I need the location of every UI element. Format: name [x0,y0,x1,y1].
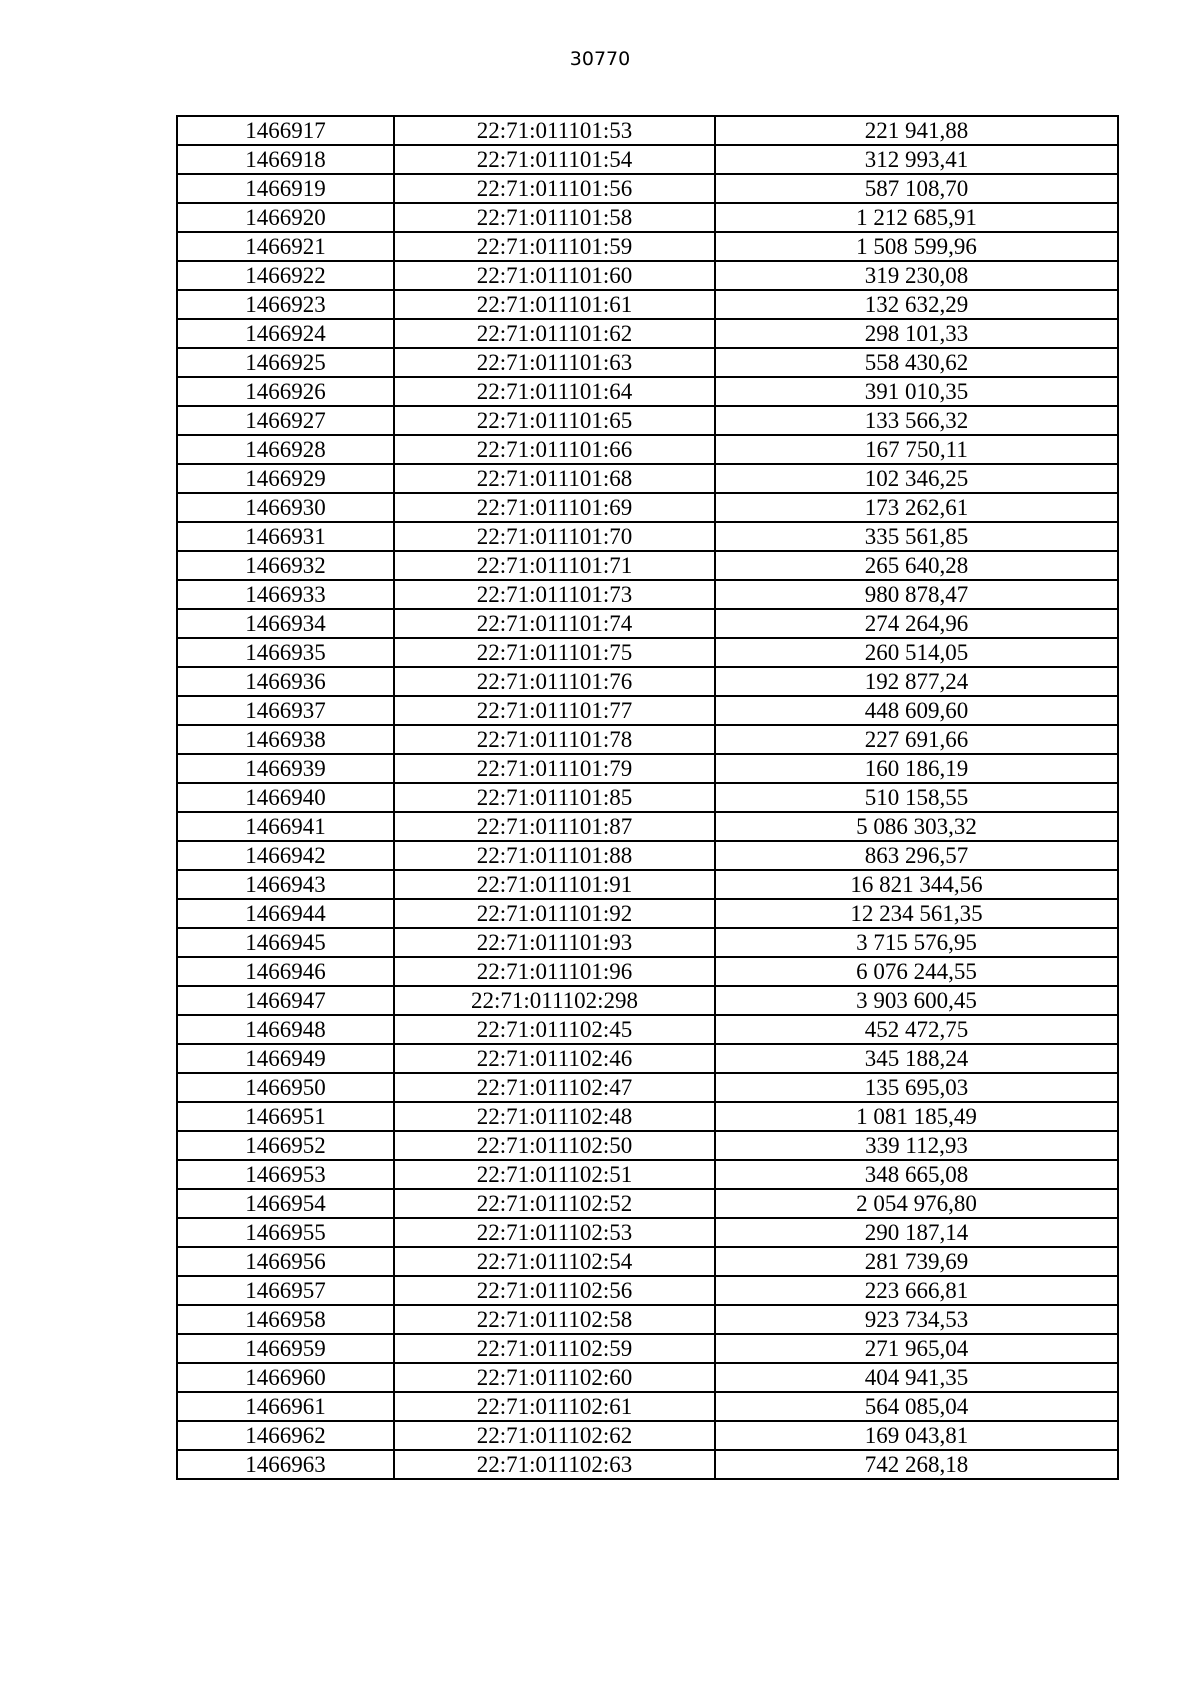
cadastral-number-cell: 22:71:011101:69 [394,493,715,522]
table-row [177,1334,1118,1363]
row-number-cell: 1466943 [177,870,394,899]
cadastral-number-cell: 22:71:011101:75 [394,638,715,667]
table-row [177,1073,1118,1102]
row-number-cell: 1466942 [177,841,394,870]
cadastral-number-cell: 22:71:011101:85 [394,783,715,812]
row-number-cell: 1466937 [177,696,394,725]
row-number-cell: 1466929 [177,464,394,493]
table-row [177,580,1118,609]
cadastral-number-cell: 22:71:011101:70 [394,522,715,551]
cadastral-number-cell: 22:71:011102:61 [394,1392,715,1421]
table-row [177,754,1118,783]
cadastral-number-cell: 22:71:011102:53 [394,1218,715,1247]
cadastral-number-cell: 22:71:011101:56 [394,174,715,203]
row-number-cell: 1466947 [177,986,394,1015]
cadastral-value-cell: 169 043,81 [715,1421,1118,1450]
table-row [177,667,1118,696]
cadastral-number-cell: 22:71:011101:93 [394,928,715,957]
cadastral-value-cell: 5 086 303,32 [715,812,1118,841]
cadastral-number-cell: 22:71:011102:54 [394,1247,715,1276]
cadastral-number-cell: 22:71:011101:54 [394,145,715,174]
cadastral-number-cell: 22:71:011101:92 [394,899,715,928]
cadastral-value-cell: 1 508 599,96 [715,232,1118,261]
row-number-cell: 1466938 [177,725,394,754]
cadastral-number-cell: 22:71:011102:52 [394,1189,715,1218]
cadastral-value-cell: 2 054 976,80 [715,1189,1118,1218]
row-number-cell: 1466945 [177,928,394,957]
cadastral-value-cell: 6 076 244,55 [715,957,1118,986]
cadastral-value-cell: 173 262,61 [715,493,1118,522]
row-number-cell: 1466925 [177,348,394,377]
table-row [177,725,1118,754]
cadastral-value-cell: 260 514,05 [715,638,1118,667]
row-number-cell: 1466935 [177,638,394,667]
table-row [177,232,1118,261]
cadastral-number-cell: 22:71:011101:96 [394,957,715,986]
table-row [177,377,1118,406]
table-row [177,812,1118,841]
cadastral-value-cell: 227 691,66 [715,725,1118,754]
row-number-cell: 1466919 [177,174,394,203]
row-number-cell: 1466941 [177,812,394,841]
cadastral-value-cell: 12 234 561,35 [715,899,1118,928]
cadastral-value-cell: 345 188,24 [715,1044,1118,1073]
cadastral-value-cell: 742 268,18 [715,1450,1118,1479]
table-row [177,870,1118,899]
row-number-cell: 1466963 [177,1450,394,1479]
row-number-cell: 1466926 [177,377,394,406]
cadastral-value-cell: 133 566,32 [715,406,1118,435]
cadastral-number-cell: 22:71:011101:63 [394,348,715,377]
row-number-cell: 1466961 [177,1392,394,1421]
cadastral-value-cell: 391 010,35 [715,377,1118,406]
row-number-cell: 1466927 [177,406,394,435]
cadastral-value-cell: 452 472,75 [715,1015,1118,1044]
cadastral-value-cell: 564 085,04 [715,1392,1118,1421]
row-number-cell: 1466936 [177,667,394,696]
table-row [177,957,1118,986]
table-row [177,1363,1118,1392]
cadastral-number-cell: 22:71:011102:58 [394,1305,715,1334]
cadastral-value-cell: 192 877,24 [715,667,1118,696]
table-body [177,116,1118,1479]
table-row [177,1044,1118,1073]
cadastral-number-cell: 22:71:011101:74 [394,609,715,638]
cadastral-value-cell: 274 264,96 [715,609,1118,638]
cadastral-number-cell: 22:71:011102:56 [394,1276,715,1305]
cadastral-number-cell: 22:71:011102:63 [394,1450,715,1479]
cadastral-value-cell: 339 112,93 [715,1131,1118,1160]
table-row [177,1131,1118,1160]
cadastral-number-cell: 22:71:011101:73 [394,580,715,609]
table-row [177,1102,1118,1131]
row-number-cell: 1466946 [177,957,394,986]
row-number-cell: 1466924 [177,319,394,348]
row-number-cell: 1466949 [177,1044,394,1073]
cadastral-value-cell: 16 821 344,56 [715,870,1118,899]
table-row [177,1247,1118,1276]
row-number-cell: 1466948 [177,1015,394,1044]
cadastral-value-cell: 135 695,03 [715,1073,1118,1102]
cadastral-value-cell: 298 101,33 [715,319,1118,348]
row-number-cell: 1466917 [177,116,394,145]
table-row [177,348,1118,377]
table-row [177,319,1118,348]
cadastral-number-cell: 22:71:011101:76 [394,667,715,696]
cadastral-value-cell: 348 665,08 [715,1160,1118,1189]
row-number-cell: 1466957 [177,1276,394,1305]
table-row [177,1392,1118,1421]
row-number-cell: 1466932 [177,551,394,580]
cadastral-value-cell: 160 186,19 [715,754,1118,783]
cadastral-number-cell: 22:71:011101:59 [394,232,715,261]
row-number-cell: 1466920 [177,203,394,232]
cadastral-value-table [176,115,1119,1480]
cadastral-number-cell: 22:71:011101:60 [394,261,715,290]
table-row [177,1421,1118,1450]
cadastral-value-cell: 102 346,25 [715,464,1118,493]
row-number-cell: 1466944 [177,899,394,928]
table-row [177,406,1118,435]
table-row [177,1160,1118,1189]
row-number-cell: 1466928 [177,435,394,464]
row-number-cell: 1466931 [177,522,394,551]
table-row [177,609,1118,638]
table-row [177,290,1118,319]
table-row [177,551,1118,580]
cadastral-number-cell: 22:71:011102:47 [394,1073,715,1102]
cadastral-number-cell: 22:71:011101:61 [394,290,715,319]
cadastral-number-cell: 22:71:011102:59 [394,1334,715,1363]
cadastral-number-cell: 22:71:011102:45 [394,1015,715,1044]
table-row [177,1218,1118,1247]
row-number-cell: 1466960 [177,1363,394,1392]
cadastral-number-cell: 22:71:011101:65 [394,406,715,435]
cadastral-value-cell: 265 640,28 [715,551,1118,580]
cadastral-number-cell: 22:71:011102:298 [394,986,715,1015]
cadastral-value-cell: 223 666,81 [715,1276,1118,1305]
cadastral-value-cell: 3 903 600,45 [715,986,1118,1015]
cadastral-number-cell: 22:71:011101:71 [394,551,715,580]
row-number-cell: 1466962 [177,1421,394,1450]
cadastral-number-cell: 22:71:011102:51 [394,1160,715,1189]
cadastral-number-cell: 22:71:011101:79 [394,754,715,783]
cadastral-value-cell: 448 609,60 [715,696,1118,725]
row-number-cell: 1466955 [177,1218,394,1247]
table-row [177,696,1118,725]
cadastral-number-cell: 22:71:011102:50 [394,1131,715,1160]
row-number-cell: 1466959 [177,1334,394,1363]
table-row [177,1305,1118,1334]
table-row [177,464,1118,493]
cadastral-number-cell: 22:71:011102:60 [394,1363,715,1392]
cadastral-number-cell: 22:71:011102:46 [394,1044,715,1073]
cadastral-value-cell: 510 158,55 [715,783,1118,812]
cadastral-number-cell: 22:71:011101:53 [394,116,715,145]
page-number: 30770 [569,48,631,70]
table-row [177,145,1118,174]
table-row [177,493,1118,522]
cadastral-number-cell: 22:71:011101:77 [394,696,715,725]
row-number-cell: 1466923 [177,290,394,319]
row-number-cell: 1466939 [177,754,394,783]
table-row [177,1276,1118,1305]
row-number-cell: 1466952 [177,1131,394,1160]
cadastral-value-cell: 558 430,62 [715,348,1118,377]
row-number-cell: 1466933 [177,580,394,609]
table-row [177,174,1118,203]
row-number-cell: 1466921 [177,232,394,261]
cadastral-number-cell: 22:71:011102:48 [394,1102,715,1131]
table-row [177,435,1118,464]
row-number-cell: 1466951 [177,1102,394,1131]
table-row [177,261,1118,290]
cadastral-value-cell: 319 230,08 [715,261,1118,290]
table-row [177,928,1118,957]
cadastral-number-cell: 22:71:011101:87 [394,812,715,841]
cadastral-value-cell: 281 739,69 [715,1247,1118,1276]
row-number-cell: 1466953 [177,1160,394,1189]
row-number-cell: 1466940 [177,783,394,812]
cadastral-value-cell: 404 941,35 [715,1363,1118,1392]
table-row [177,783,1118,812]
table-row [177,638,1118,667]
row-number-cell: 1466930 [177,493,394,522]
row-number-cell: 1466950 [177,1073,394,1102]
cadastral-value-cell: 271 965,04 [715,1334,1118,1363]
table-row [177,841,1118,870]
cadastral-value-cell: 312 993,41 [715,145,1118,174]
table-row [177,522,1118,551]
cadastral-number-cell: 22:71:011101:66 [394,435,715,464]
cadastral-number-cell: 22:71:011101:88 [394,841,715,870]
cadastral-value-cell: 587 108,70 [715,174,1118,203]
table-row [177,203,1118,232]
row-number-cell: 1466956 [177,1247,394,1276]
row-number-cell: 1466934 [177,609,394,638]
table-row [177,1450,1118,1479]
cadastral-value-cell: 1 081 185,49 [715,1102,1118,1131]
table-row [177,986,1118,1015]
cadastral-value-cell: 290 187,14 [715,1218,1118,1247]
cadastral-value-cell: 335 561,85 [715,522,1118,551]
row-number-cell: 1466922 [177,261,394,290]
cadastral-number-cell: 22:71:011101:62 [394,319,715,348]
cadastral-value-cell: 980 878,47 [715,580,1118,609]
table-row [177,1189,1118,1218]
table-row [177,116,1118,145]
row-number-cell: 1466954 [177,1189,394,1218]
cadastral-value-cell: 221 941,88 [715,116,1118,145]
table-row [177,899,1118,928]
cadastral-number-cell: 22:71:011102:62 [394,1421,715,1450]
cadastral-value-cell: 1 212 685,91 [715,203,1118,232]
cadastral-value-cell: 3 715 576,95 [715,928,1118,957]
row-number-cell: 1466918 [177,145,394,174]
cadastral-value-cell: 167 750,11 [715,435,1118,464]
cadastral-value-cell: 132 632,29 [715,290,1118,319]
cadastral-number-cell: 22:71:011101:64 [394,377,715,406]
cadastral-value-cell: 923 734,53 [715,1305,1118,1334]
cadastral-value-cell: 863 296,57 [715,841,1118,870]
row-number-cell: 1466958 [177,1305,394,1334]
cadastral-number-cell: 22:71:011101:58 [394,203,715,232]
table-row [177,1015,1118,1044]
cadastral-number-cell: 22:71:011101:91 [394,870,715,899]
cadastral-number-cell: 22:71:011101:68 [394,464,715,493]
cadastral-number-cell: 22:71:011101:78 [394,725,715,754]
